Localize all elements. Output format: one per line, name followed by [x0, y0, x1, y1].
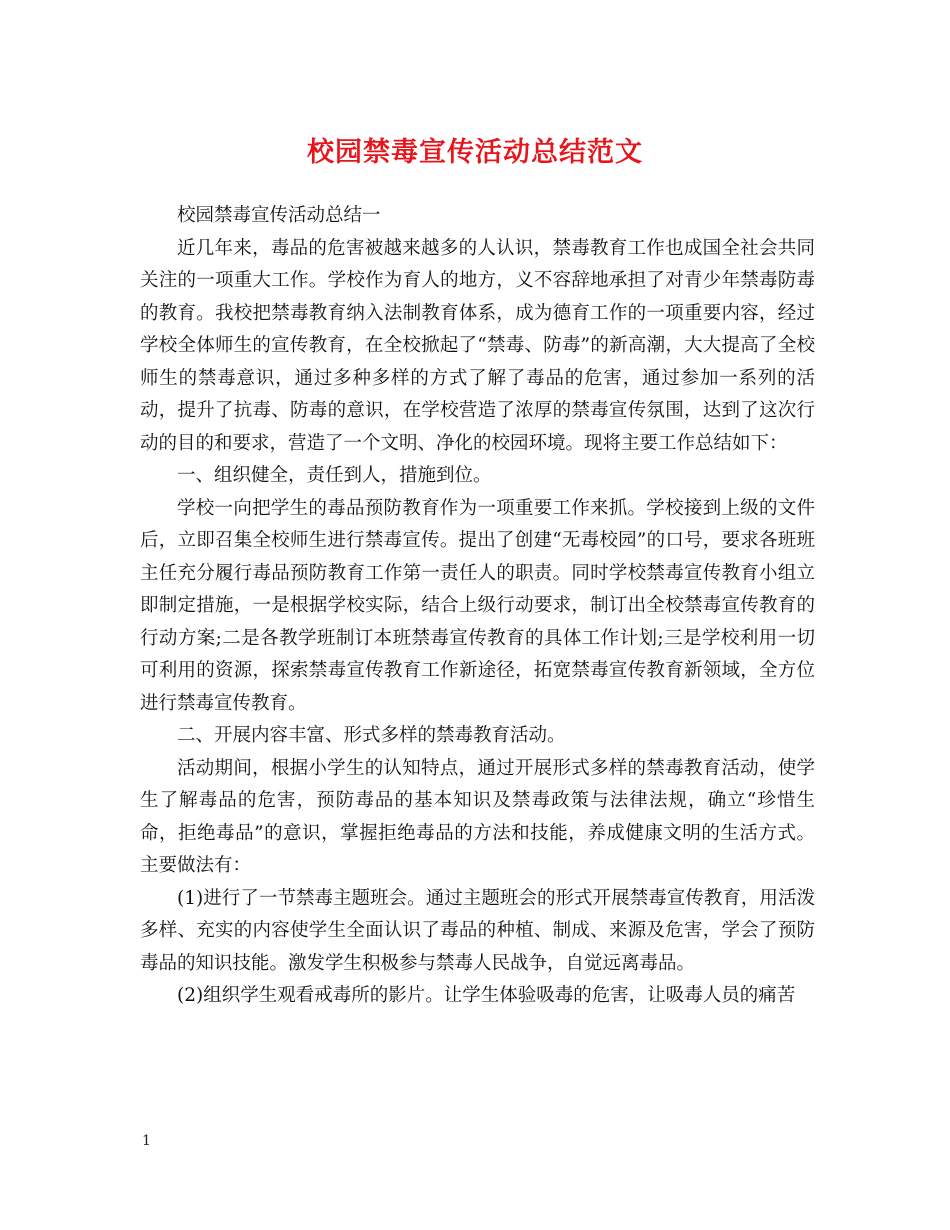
body-paragraph: 近几年来，毒品的危害被越来越多的人认识，禁毒教育工作也成国全社会共同关注的一项重大工作。学校作为育人的地方，义不容辞地承担了对青少年禁毒防毒的教育。我校把禁毒教育纳入法制教育体系，成为德育工作的一项重要内容，经过学校全体师生的宣传教育，在全校掀起了“禁毒、防毒”的新高潮，大大提高了全校师生的禁毒意识，通过多种多样的方式了解了毒品的危害，通过参加一系列的活动，提升了抗毒、防毒的意识，在学校营造了浓厚的禁毒宣传氛围，达到了这次行动的目的和要求，营造了一个文明、净化的校园环境。现将主要工作总结如下： — [140, 237, 815, 454]
document-title: 校园禁毒宣传活动总结范文 — [307, 137, 643, 168]
body-paragraph: 学校一向把学生的毒品预防教育作为一项重要工作来抓。学校接到上级的文件后，立即召集全校师生进行禁毒宣传。提出了创建“无毒校园”的口号，要求各班班主任充分履行毒品预防教育工作第一责任人的职责。同时学校禁毒宣传教育小组立即制定措施，一是根据学校实际，结合上级行动要求，制订出全校禁毒宣传教育的行动方案;二是各教学班制订本班禁毒宣传教育的具体工作计划;三是学校利用一切可利用的资源，探索禁毒宣传教育工作新途径，拓宽禁毒宣传教育新领域，全方位进行禁毒宣传教育。 — [140, 497, 815, 714]
list-item-paragraph: (2)组织学生观看戒毒所的影片。让学生体验吸毒的危害，让吸毒人员的痛苦 — [177, 985, 796, 1006]
section-heading: 一、组织健全，责任到人，措施到位。 — [177, 465, 492, 486]
page-number: 1 — [142, 1133, 151, 1149]
list-item-paragraph: (1)进行了一节禁毒主题班会。通过主题班会的形式开展禁毒宣传教育，用活泼多样、充实的内容使学生全面认识了毒品的种植、制成、来源及危害，学会了预防毒品的知识技能。激发学生积极参与禁毒人民战争，自觉远离毒品。 — [140, 887, 815, 974]
section-heading: 校园禁毒宣传活动总结一 — [177, 205, 381, 226]
document-body — [140, 200, 815, 1013]
section-heading: 二、开展内容丰富、形式多样的禁毒教育活动。 — [177, 725, 566, 746]
body-paragraph: 活动期间，根据小学生的认知特点，通过开展形式多样的禁毒教育活动，使学生了解毒品的危害，预防毒品的基本知识及禁毒政策与法律法规，确立“珍惜生命，拒绝毒品”的意识，掌握拒绝毒品的方法和技能，养成健康文明的生活方式。主要做法有： — [140, 757, 815, 876]
